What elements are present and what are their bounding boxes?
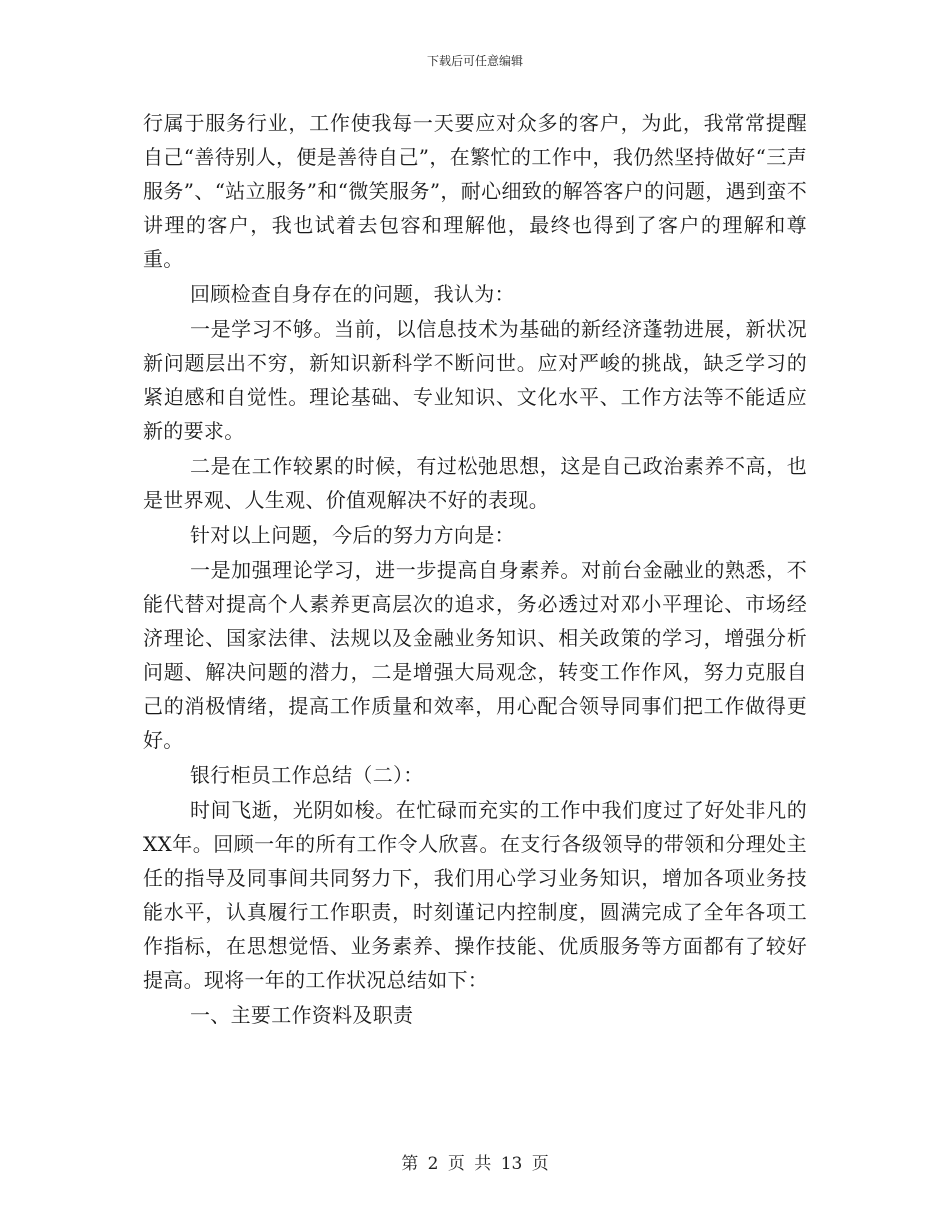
paragraph: 针对以上问题，今后的努力方向是： <box>190 523 515 547</box>
paragraph: 一是学习不够。当前，以信息技术为基础的新经济蓬勃进展，新状况新问题层出不穷，新知识新科学不断问世。应对严峻的挑战，缺乏学习的紧迫感和自觉性。理论基础、专业知识、文化水平、工作方法等不能适应新的要求。 <box>143 317 807 443</box>
section-heading: 银行柜员工作总结（二）： <box>190 763 424 787</box>
page-number: 第 2 页 共 13 页 <box>401 1154 549 1174</box>
page-header: 下载后可任意编辑 <box>426 54 523 68</box>
paragraph: 时间飞逝，光阴如梭。在忙碌而充实的工作中我们度过了好处非凡的XX年。回顾一年的所有工作令人欣喜。在支行各级领导的带领和分理处主任的指导及同事间共同努力下，我们用心学习业务知识，增加各项业务技能水平，认真履行工作职责，时刻谨记内控制度，圆满完成了全年各项工作指标，在思想觉悟、业务素养、操作技能、优质服务等方面都有了较好提高。现将一年的工作状况总结如下： <box>143 798 807 992</box>
paragraph: 一是加强理论学习，进一步提高自身素养。对前台金融业的熟悉，不能代替对提高个人素养更高层次的追求，务必透过对邓小平理论、市场经济理论、国家法律、法规以及金融业务知识、相关政策的学习，增强分析问题、解决问题的潜力，二是增强大局观念，转变工作作风，努力克服自己的消极情绪，提高工作质量和效率，用心配合领导同事们把工作做得更好。 <box>143 558 807 752</box>
paragraph: 回顾检查自身存在的问题，我认为： <box>190 282 515 306</box>
paragraph: 二是在工作较累的时候，有过松弛思想，这是自己政治素养不高，也是世界观、人生观、价值观解决不好的表现。 <box>143 454 807 512</box>
document-body <box>143 106 807 1033</box>
paragraph: 行属于服务行业，工作使我每一天要应对众多的客户，为此，我常常提醒自己“善待别人，便是善待自己”，在繁忙的工作中，我仍然坚持做好“三声服务”、“站立服务”和“微笑服务”，耐心细致的解答客户的问题，遇到蛮不讲理的客户，我也试着去包容和理解他，最终也得到了客户的理解和尊重。 <box>143 111 807 271</box>
section-heading: 一、主要工作资料及职责 <box>190 1003 414 1027</box>
